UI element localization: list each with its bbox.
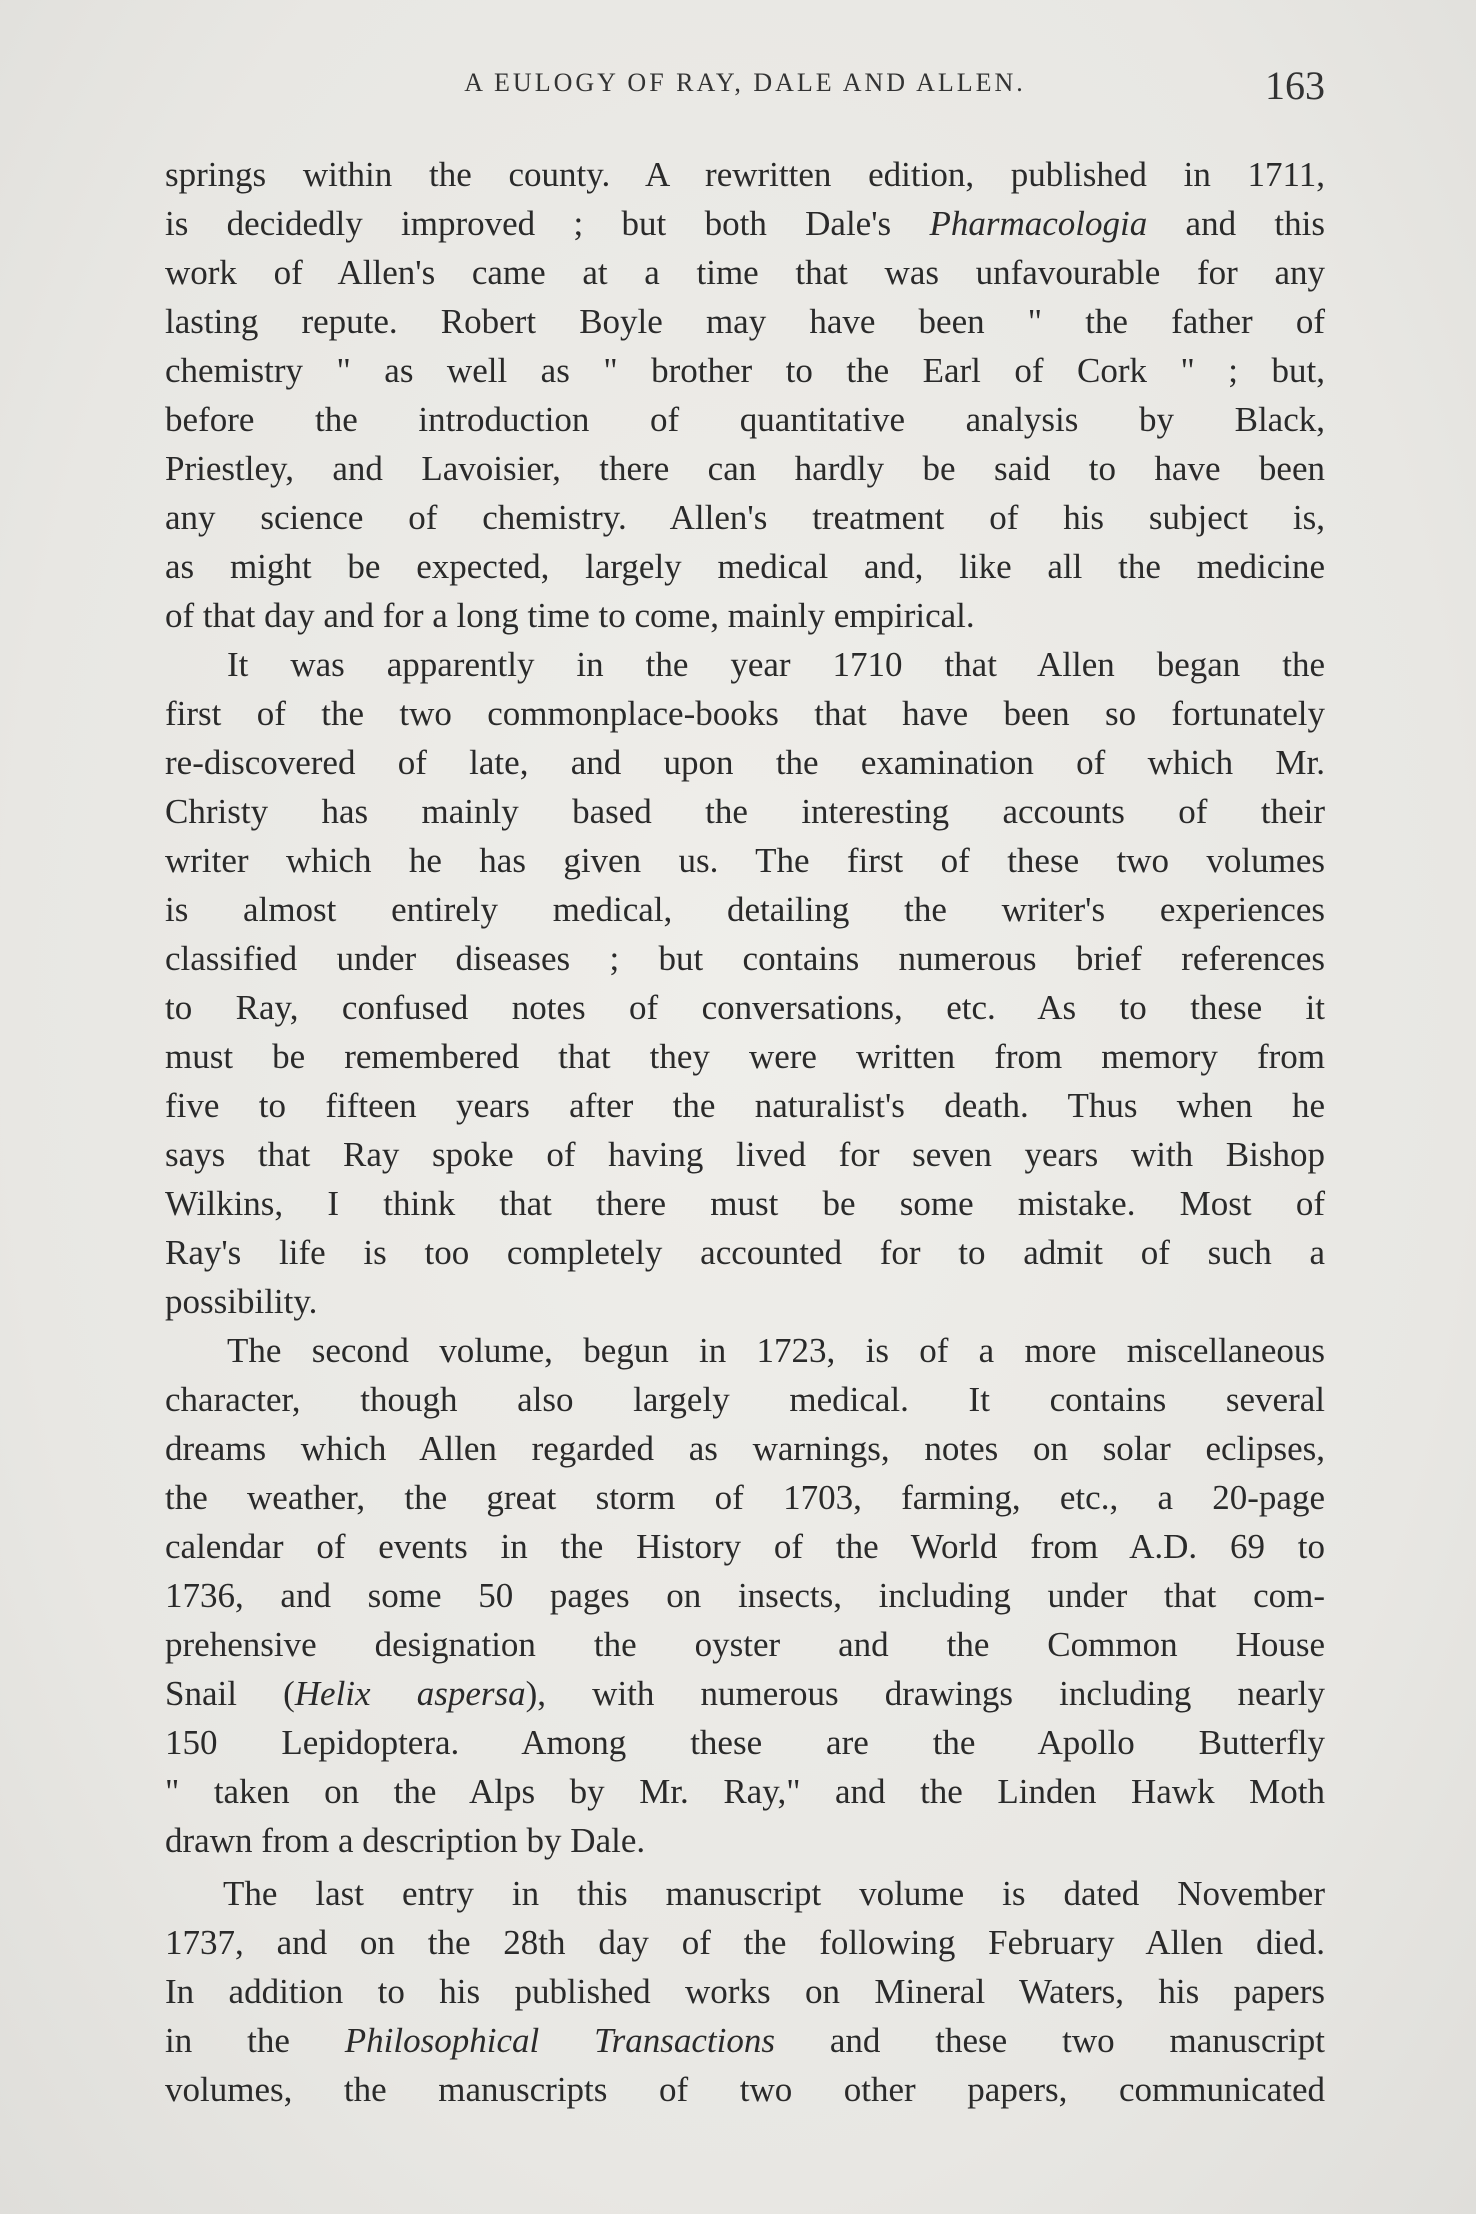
text-line: calendar of events in the History of the World from A.D. 69 to	[165, 1527, 1325, 1566]
text-line: character, though also largely medical. It contains several	[165, 1380, 1325, 1419]
running-head: A EULOGY OF RAY, DALE AND ALLEN.	[464, 68, 1026, 97]
text-line: 1737, and on the 28th day of the following February Allen died.	[165, 1923, 1325, 1962]
page-header	[165, 62, 1325, 112]
text-line: the weather, the great storm of 1703, farming, etc., a 20-page	[165, 1478, 1325, 1517]
text-line: In addition to his published works on Mineral Waters, his papers	[165, 1972, 1325, 2011]
text-line: to Ray, confused notes of conversations, etc. As to these it	[165, 988, 1325, 1027]
text-line: Snail (Helix aspersa), with numerous drawings including nearly	[165, 1674, 1325, 1713]
page-number: 163	[1265, 63, 1325, 108]
text-line: It was apparently in the year 1710 that Allen began the	[227, 645, 1325, 684]
text-line: as might be expected, largely medical and, like all the medicine	[165, 547, 1325, 586]
text-line: Wilkins, I think that there must be some mistake. Most of	[165, 1184, 1325, 1223]
text-line: in the Philosophical Transactions and these two manuscript	[165, 2021, 1325, 2060]
text-line: " taken on the Alps by Mr. Ray," and the Linden Hawk Moth	[165, 1772, 1325, 1811]
italic-title: Pharmacologia	[929, 204, 1148, 243]
text-line: lasting repute. Robert Boyle may have been " the father of	[165, 302, 1325, 341]
text-line: five to fifteen years after the naturalist's death. Thus when he	[165, 1086, 1325, 1125]
text-line: dreams which Allen regarded as warnings, notes on solar eclipses,	[165, 1429, 1325, 1468]
text-line: springs within the county. A rewritten edition, published in 1711,	[165, 155, 1325, 194]
text-line: Priestley, and Lavoisier, there can hardly be said to have been	[165, 449, 1325, 488]
text-line: drawn from a description by Dale.	[165, 1821, 646, 1860]
text-line: The last entry in this manuscript volume is dated November	[223, 1874, 1325, 1913]
text-line: before the introduction of quantitative analysis by Black,	[165, 400, 1325, 439]
text-line: classified under diseases ; but contains numerous brief references	[165, 939, 1325, 978]
text-line: Ray's life is too completely accounted for to admit of such a	[165, 1233, 1325, 1272]
text-line: The second volume, begun in 1723, is of a more miscellaneous	[227, 1331, 1325, 1370]
text-line: re-discovered of late, and upon the examination of which Mr.	[165, 743, 1325, 782]
text-line: is almost entirely medical, detailing the writer's experiences	[165, 890, 1325, 929]
text-line: first of the two commonplace-books that have been so fortunately	[165, 694, 1325, 733]
text-line: 1736, and some 50 pages on insects, including under that com-	[165, 1576, 1325, 1615]
italic-species: Helix aspersa	[294, 1674, 526, 1713]
text-line: of that day and for a long time to come, mainly empirical.	[165, 596, 975, 635]
body-text	[165, 150, 1325, 2114]
text-line: chemistry " as well as " brother to the Earl of Cork " ; but,	[165, 351, 1325, 390]
text-line: writer which he has given us. The first of these two volumes	[165, 841, 1325, 880]
text-line: prehensive designation the oyster and the Common House	[165, 1625, 1325, 1664]
text-line: work of Allen's came at a time that was unfavourable for any	[165, 253, 1325, 292]
text-line: says that Ray spoke of having lived for seven years with Bishop	[165, 1135, 1325, 1174]
text-line: must be remembered that they were written from memory from	[165, 1037, 1325, 1076]
text-line: is decidedly improved ; but both Dale's Pharmacologia and this	[165, 204, 1325, 243]
text-line: possibility.	[165, 1282, 318, 1321]
text-line: volumes, the manuscripts of two other papers, communicated	[165, 2070, 1325, 2109]
text-line: Christy has mainly based the interesting accounts of their	[165, 792, 1325, 831]
italic-journal: Philosophical Transactions	[344, 2021, 775, 2060]
text-line: any science of chemistry. Allen's treatment of his subject is,	[165, 498, 1325, 537]
text-line: 150 Lepidoptera. Among these are the Apollo Butterfly	[165, 1723, 1325, 1762]
